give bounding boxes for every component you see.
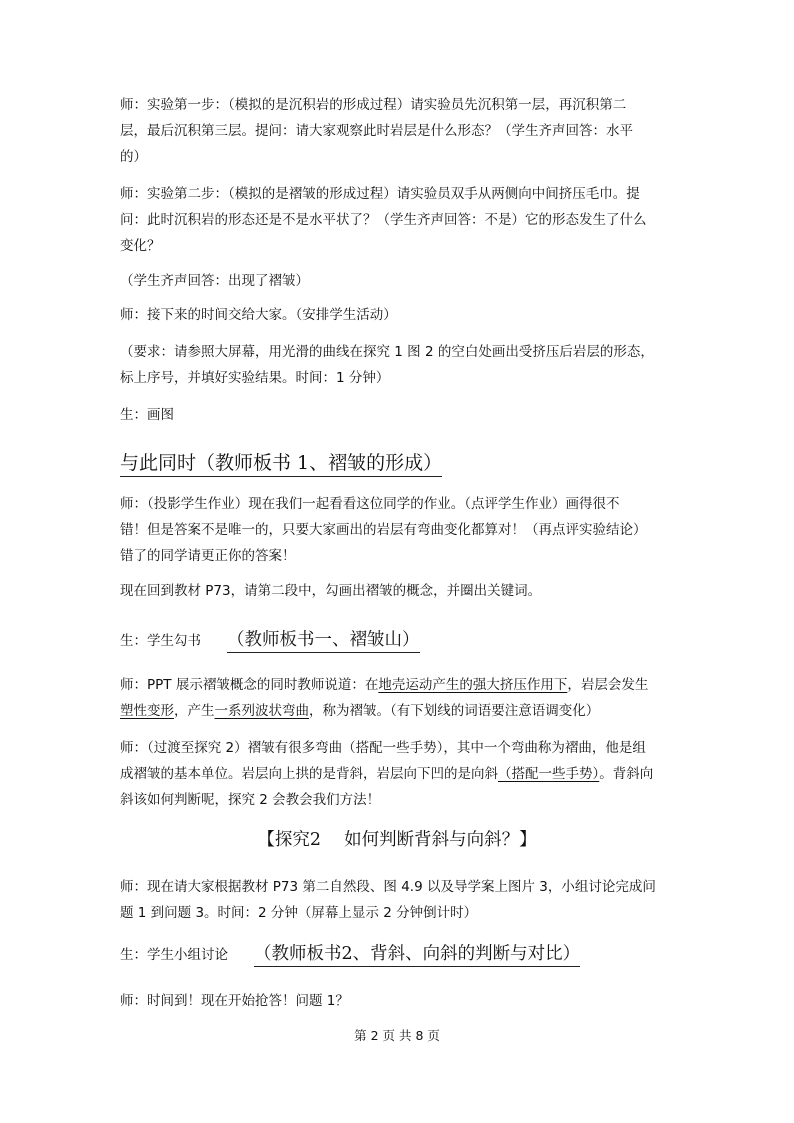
page-footer: 第 2 页 共 8 页	[354, 1028, 440, 1043]
paragraph-student-mark-book: 生：学生勾书 （教师板书一、褶皱山）	[120, 625, 680, 656]
paragraph-requirement: （要求：请参照大屏幕，用光滑的曲线在探究 1 图 2 的空白处画出受挤压后岩层的形态， 标上序号，并填好实验结果。时间：1 分钟）	[120, 344, 654, 386]
paragraph-draw: 生：画图	[120, 407, 174, 423]
paragraph-transition-explore2: 师：（过渡至探究 2）褶皱有很多弯曲（搭配一些手势），其中一个弯曲称为褶曲，他是组 成褶皱的基本单位。岩层向上拱的是背斜，岩层向下凹的是向斜（搭配一些手势）。背斜向 斜该如何判断呢，探究 2 会教会我们方法！	[120, 740, 654, 808]
explore2-heading: 【探究2 如何判断背斜与向斜？】	[257, 830, 537, 850]
paragraph-experiment-step1: 师：实验第一步：（模拟的是沉积岩的形成过程）请实验员先沉积第一层，再沉积第二 层，最后沉积第三层。提问：请大家观察此时岩层是什么形态？（学生齐声回答：水平 的）	[120, 97, 633, 165]
paragraph-fold-concept: 师：PPT 展示褶皱概念的同时教师说道：在地壳运动产生的强大挤压作用下，岩层会发生 塑性变形，产生一系列波状弯曲，称为褶皱。（有下划线的词语要注意语调变化）	[120, 677, 649, 719]
paragraph-student-activity: 师：接下来的时间交给大家。（安排学生活动）	[120, 307, 397, 323]
board-fold-mountain: （教师板书一、褶皱山）	[227, 630, 420, 653]
paragraph-textbook-p73: 现在回到教材 P73，请第二段中，勾画出褶皱的概念，并圈出关键词。	[120, 583, 542, 599]
board-heading-fold-formation: 与此同时（教师板书 1、褶皱的形成）	[120, 448, 442, 475]
paragraph-student-group-discussion: 生：学生小组讨论 （教师板书2、背斜、向斜的判断与对比）	[120, 939, 680, 970]
paragraph-review-homework: 师：（投影学生作业）现在我们一起看看这位同学的作业。（点评学生作业）画得很不 错！但是答案不是唯一的，只要大家画出的岩层有弯曲变化都算对！（再点评实验结论） 错了的同学请更正你的答案！	[120, 496, 647, 564]
paragraph-quiz-start: 师：时间到！现在开始抢答！问题 1？	[120, 993, 349, 1009]
paragraph-student-answer: （学生齐声回答：出现了褶皱）	[120, 273, 309, 289]
paragraph-experiment-step2: 师：实验第二步：（模拟的是褶皱的形成过程）请实验员双手从两侧向中间挤压毛巾。提 问：此时沉积岩的形态还是不是水平状了？（学生齐声回答：不是）它的形态发生了什么 变化？	[120, 186, 647, 254]
board-anticline-syncline: （教师板书2、背斜、向斜的判断与对比）	[254, 944, 580, 967]
paragraph-group-discussion-task: 师：现在请大家根据教材 P73 第二自然段、图 4.9 以及导学案上图片 3，小组讨论完成问 题 1 到问题 3。时间：2 分钟（屏幕上显示 2 分钟倒计时）	[120, 879, 656, 921]
